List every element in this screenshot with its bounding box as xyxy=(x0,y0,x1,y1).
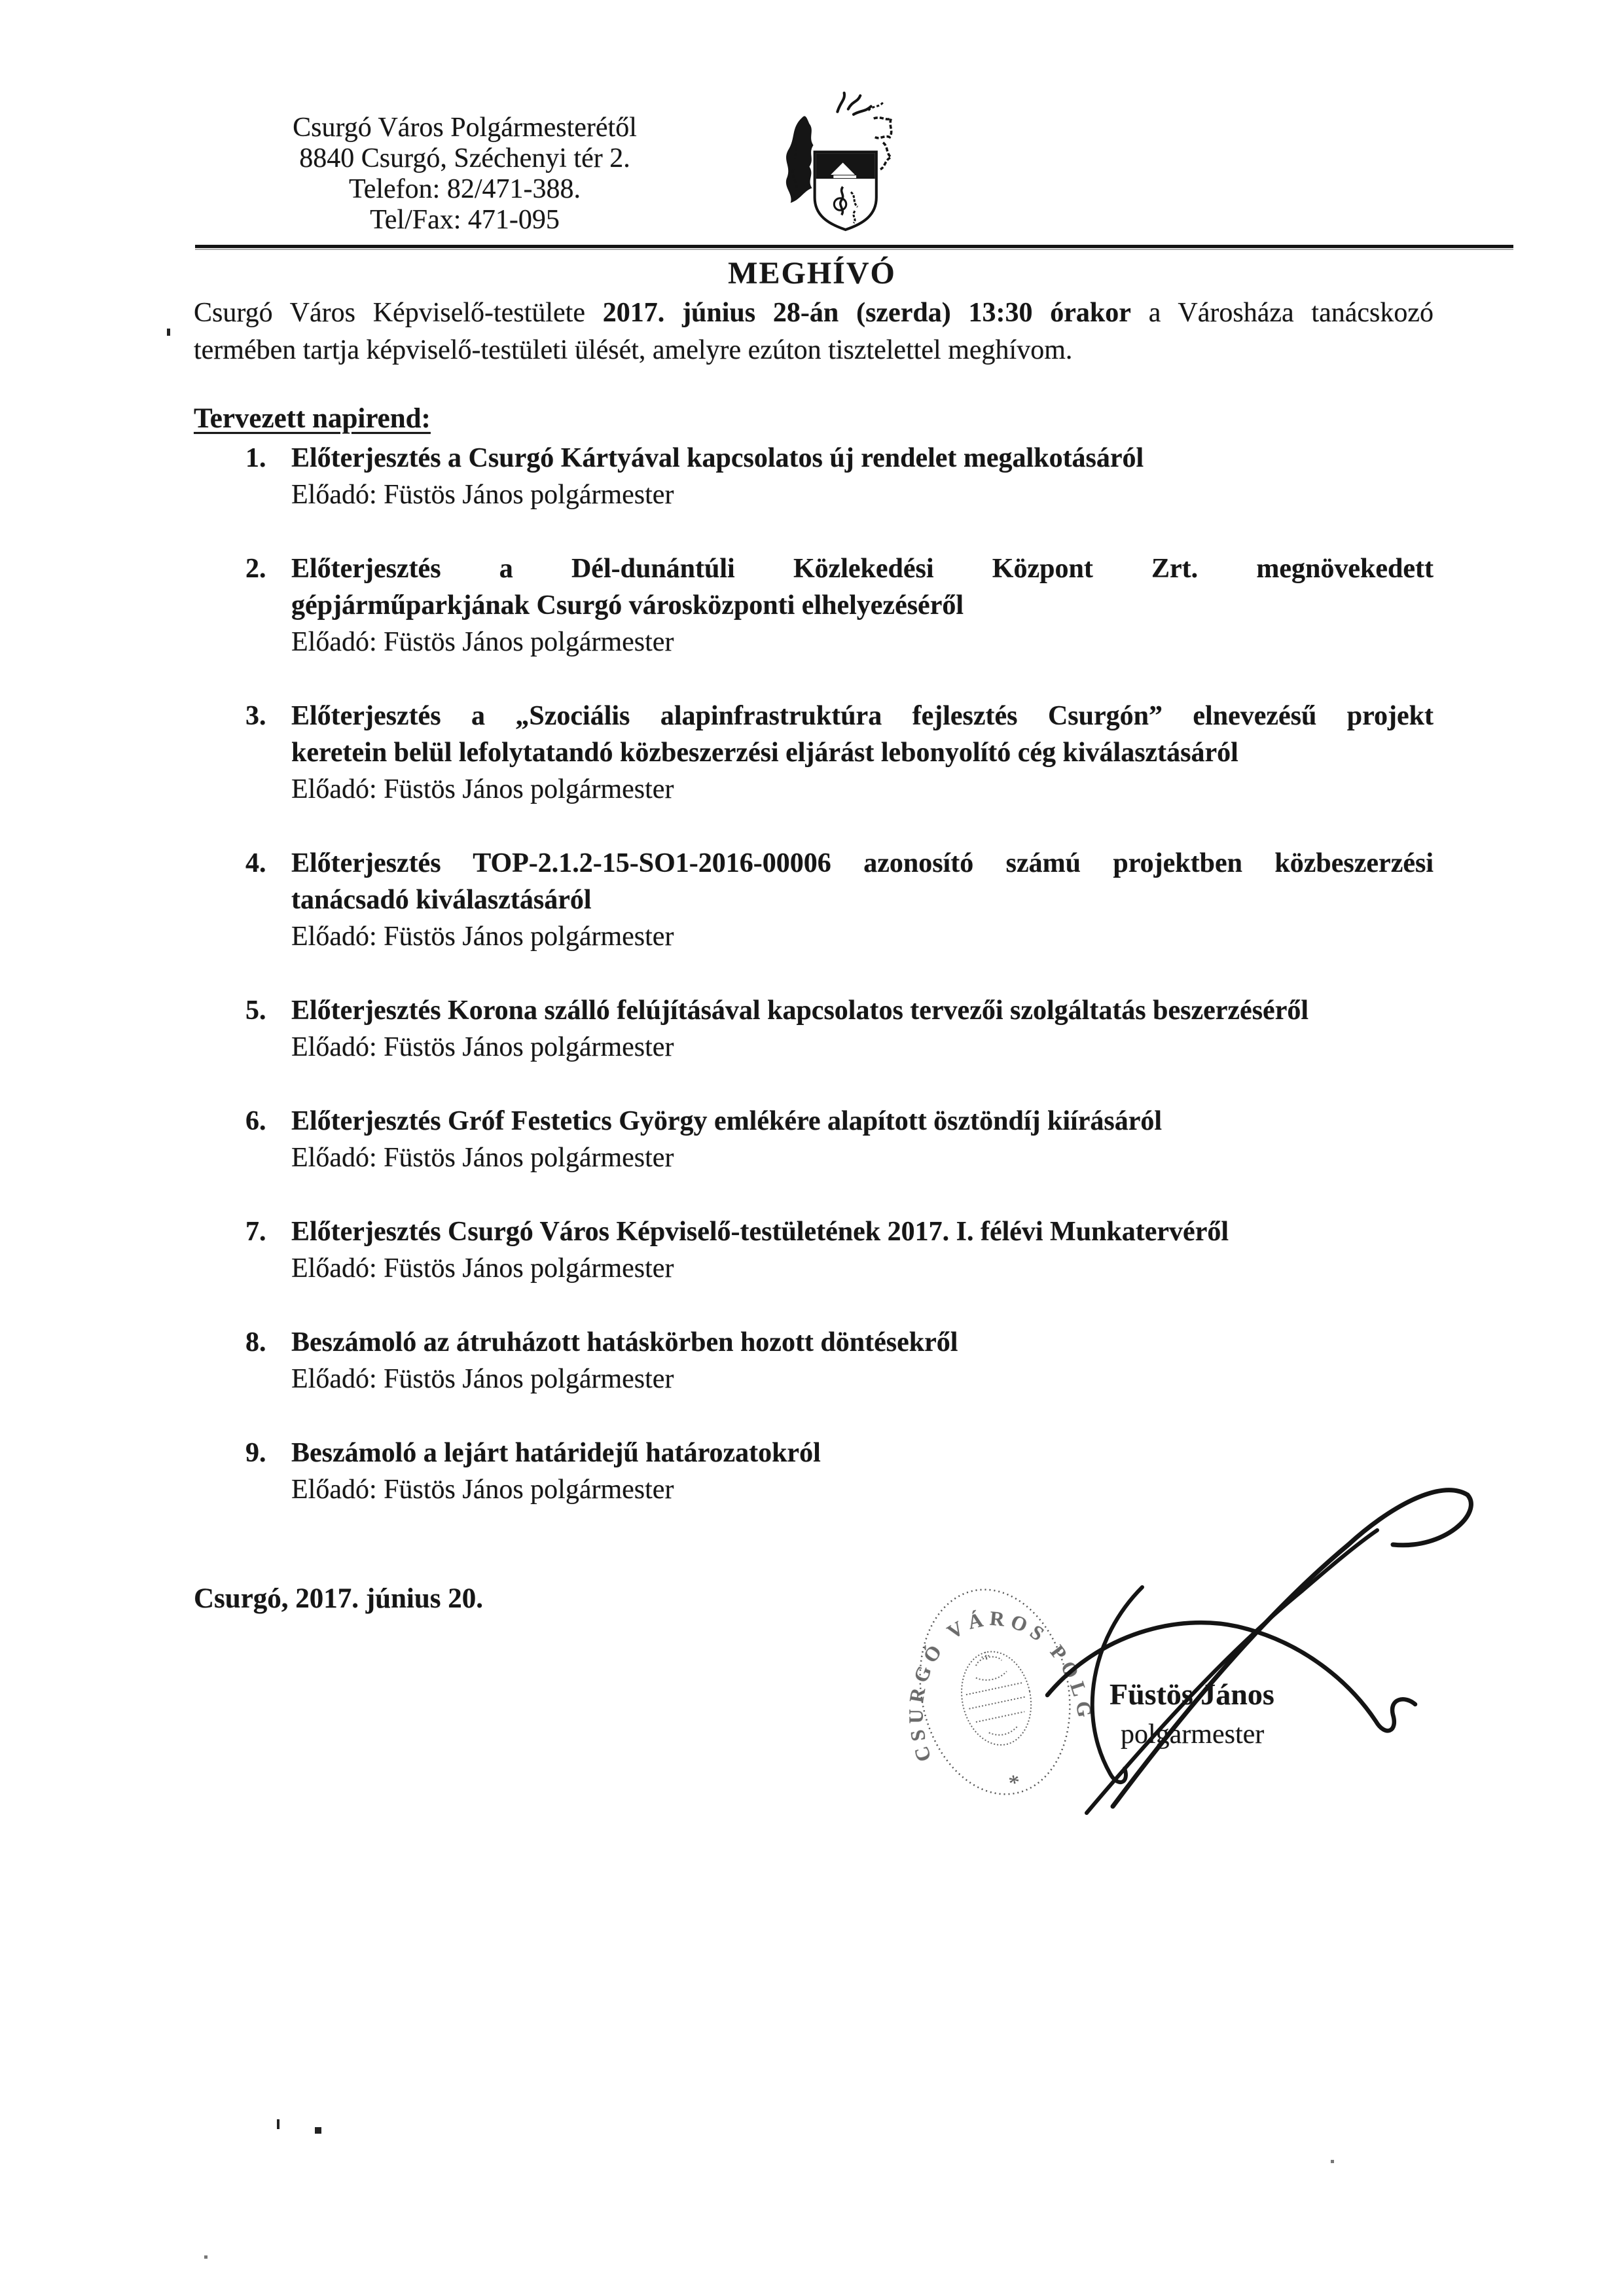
seal-arc-text: CSURGÓ VÁROS POLG xyxy=(904,1606,1098,1765)
sender-address-line: Telefon: 82/471-388. xyxy=(349,174,581,204)
agenda-item-number: 8. xyxy=(245,1327,266,1357)
agenda-item-title xyxy=(291,1213,1434,1250)
agenda-item-title xyxy=(291,440,1434,476)
agenda-item xyxy=(194,1324,1434,1397)
agenda-item-title xyxy=(291,550,1434,624)
agenda-item-presenter: Előadó: Füstös János polgármester xyxy=(291,1143,674,1173)
scan-artifact xyxy=(315,2127,321,2134)
agenda-item-presenter: Előadó: Füstös János polgármester xyxy=(291,922,674,952)
agenda-title-line: Előterjesztés Korona szálló felújításával kapcsolatos tervezői szolgáltatás beszerzéséről xyxy=(291,996,1308,1026)
agenda-item-number: 7. xyxy=(245,1217,266,1247)
agenda-item-number: 4. xyxy=(245,848,266,878)
agenda-item-presenter: Előadó: Füstös János polgármester xyxy=(291,1253,674,1283)
agenda-title-line: Előterjesztés Csurgó Város Képviselő-testületének 2017. I. félévi Munkatervéről xyxy=(291,1217,1229,1247)
scan-artifact xyxy=(277,2119,280,2129)
agenda-item-presenter: Előadó: Füstös János polgármester xyxy=(291,627,674,657)
agenda-item xyxy=(194,992,1434,1066)
intro-paragraph xyxy=(194,295,1434,369)
seal-and-signature xyxy=(851,1466,1506,1872)
signer-name: Füstös János xyxy=(1110,1677,1274,1711)
sender-address-line: Csurgó Város Polgármesterétől xyxy=(293,113,637,143)
agenda-item-number: 9. xyxy=(245,1438,266,1468)
intro-line-2: termében tartja képviselő-testületi ülését, amelyre ezúton tisztelettel meghívom. xyxy=(194,335,1073,365)
agenda-item-presenter: Előadó: Füstös János polgármester xyxy=(291,1364,674,1394)
agenda-item xyxy=(194,698,1434,808)
agenda-item-number: 3. xyxy=(245,701,266,731)
signature-flourish xyxy=(1047,1490,1471,1813)
agenda-item-number: 6. xyxy=(245,1106,266,1136)
agenda-heading: Tervezett napirend: xyxy=(194,403,431,434)
agenda-item xyxy=(194,845,1434,955)
sender-address-line: Tel/Fax: 471-095 xyxy=(370,205,560,235)
agenda-title-line: Előterjesztés a „Szociális alapinfrastruktúra fejlesztés Csurgón” elnevezésű projekt xyxy=(291,701,1434,731)
intro-text: a Városháza tanácskozó xyxy=(1130,298,1434,328)
agenda-list xyxy=(194,440,1434,1545)
scan-artifact xyxy=(204,2255,208,2259)
header-divider xyxy=(195,245,1513,248)
official-seal xyxy=(879,1571,1110,1815)
city-coat-of-arms-icon xyxy=(776,92,903,232)
agenda-item-presenter: Előadó: Füstös János polgármester xyxy=(291,774,674,804)
agenda-title-line: gépjárműparkjának Csurgó városközponti elhelyezéséről xyxy=(291,590,964,620)
agenda-item-number: 1. xyxy=(245,443,266,473)
scan-artifact xyxy=(1331,2160,1334,2163)
agenda-title-line: Előterjesztés a Csurgó Kártyával kapcsolatos új rendelet megalkotásáról xyxy=(291,443,1144,473)
intro-line-1 xyxy=(194,295,1434,332)
seal-star: * xyxy=(1006,1770,1023,1797)
scan-artifact xyxy=(167,329,170,336)
agenda-item-number: 2. xyxy=(245,554,266,584)
agenda-item xyxy=(194,550,1434,660)
agenda-item-title xyxy=(291,845,1434,918)
document-title: MEGHÍVÓ xyxy=(728,256,896,291)
agenda-item-title xyxy=(291,992,1434,1029)
agenda-item-title xyxy=(291,1103,1434,1139)
sender-address-line: 8840 Csurgó, Széchenyi tér 2. xyxy=(299,143,630,173)
header-divider-fuzz xyxy=(195,249,1513,250)
agenda-item-presenter: Előadó: Füstös János polgármester xyxy=(291,1475,674,1505)
agenda-title-line: Beszámoló az átruházott hatáskörben hozott döntésekről xyxy=(291,1327,958,1357)
sender-address-block xyxy=(216,113,713,236)
agenda-title-line: Előterjesztés a Dél-dunántúli Közlekedési Központ Zrt. megnövekedett xyxy=(291,554,1434,584)
agenda-item xyxy=(194,1103,1434,1176)
meeting-datetime: 2017. június 28-án (szerda) 13:30 órakor xyxy=(602,298,1131,328)
agenda-item-title xyxy=(291,1324,1434,1361)
agenda-title-line: tanácsadó kiválasztásáról xyxy=(291,885,592,915)
signer-role: polgármester xyxy=(1121,1719,1265,1749)
agenda-title-line: keretein belül lefolytatandó közbeszerzési eljárást lebonyolító cég kiválasztásáról xyxy=(291,738,1238,768)
agenda-item-presenter: Előadó: Füstös János polgármester xyxy=(291,480,674,510)
agenda-title-line: Előterjesztés TOP-2.1.2-15-SO1-2016-00006 azonosító számú projektben közbeszerzési xyxy=(291,848,1434,878)
seal-coat-of-arms xyxy=(953,1645,1039,1751)
agenda-title-line: Beszámoló a lejárt határidejű határozatokról xyxy=(291,1438,821,1468)
agenda-item xyxy=(194,1213,1434,1287)
intro-text: Csurgó Város Képviselő-testülete xyxy=(194,298,603,328)
agenda-item-title xyxy=(291,698,1434,771)
agenda-item-number: 5. xyxy=(245,996,266,1026)
agenda-title-line: Előterjesztés Gróf Festetics György emlékére alapított ösztöndíj kiírásáról xyxy=(291,1106,1163,1136)
agenda-item-presenter: Előadó: Füstös János polgármester xyxy=(291,1032,674,1062)
agenda-item xyxy=(194,440,1434,513)
date-line: Csurgó, 2017. június 20. xyxy=(194,1583,484,1614)
